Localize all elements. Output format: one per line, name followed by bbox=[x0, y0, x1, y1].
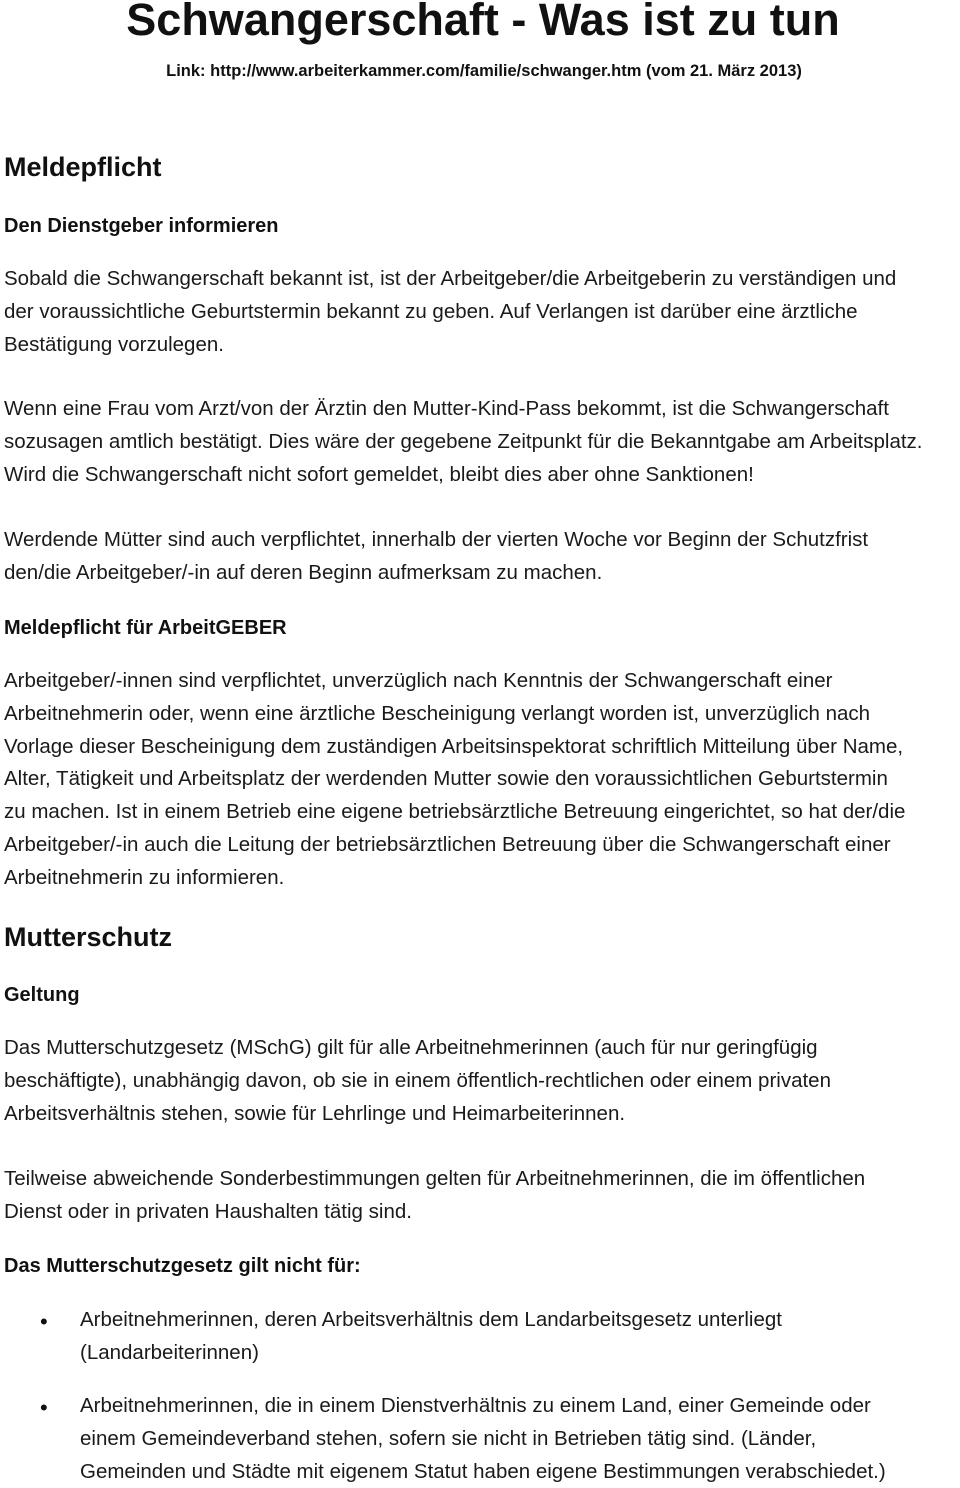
subheading-dienstgeber-informieren: Den Dienstgeber informieren bbox=[4, 215, 279, 237]
text-line: Arbeitnehmerin zu informieren. bbox=[4, 865, 285, 889]
list-item bbox=[80, 1304, 960, 1370]
bullet-marker: • bbox=[40, 1395, 48, 1420]
text-line: Dienst oder in privaten Haushalten tätig sind. bbox=[4, 1199, 412, 1223]
paragraph-meldepflicht-1 bbox=[4, 263, 960, 361]
paragraph-geltung-2 bbox=[4, 1163, 960, 1229]
text-line: Arbeitgeber/-innen sind verpflichtet, unverzüglich nach Kenntnis der Schwangerschaft einer bbox=[4, 669, 833, 692]
subheading-meldepflicht-arbeitgeber: Meldepflicht für ArbeitGEBER bbox=[4, 617, 287, 639]
text-line: zu machen. Ist in einem Betrieb eine eigene betriebsärztliche Betreuung eingerichtet, so hat der/die bbox=[4, 800, 906, 824]
document-title: Schwangerschaft - Was ist zu tun bbox=[126, 0, 840, 45]
text-line: Gemeinden und Städte mit eigenem Statut haben eigene Bestimmungen verabschiedet.) bbox=[80, 1459, 886, 1483]
text-line: Arbeitnehmerinnen, die in einem Dienstverhältnis zu einem Land, einer Gemeinde oder bbox=[80, 1394, 871, 1417]
text-line: der voraussichtliche Geburtstermin bekannt zu geben. Auf Verlangen ist darüber eine ärztliche bbox=[4, 299, 858, 323]
subheading-gilt-nicht-fuer: Das Mutterschutzgesetz gilt nicht für: bbox=[4, 1255, 361, 1277]
text-line: Werdende Mütter sind auch verpflichtet, innerhalb der vierten Woche vor Beginn der Schutzfrist bbox=[4, 528, 869, 551]
paragraph-meldepflicht-3 bbox=[4, 524, 960, 590]
text-line: Arbeitsverhältnis stehen, sowie für Lehrlinge und Heimarbeiterinnen. bbox=[4, 1101, 626, 1125]
text-line: einem Gemeindeverband stehen, sofern sie nicht in Betrieben tätig sind. (Länder, bbox=[80, 1426, 817, 1450]
subheading-geltung: Geltung bbox=[4, 984, 80, 1006]
text-line: Alter, Tätigkeit und Arbeitsplatz der werdenden Mutter sowie den voraussichtlichen Geburtstermin bbox=[4, 767, 888, 791]
text-line: beschäftigte), unabhängig davon, ob sie in einem öffentlich-rechtlichen oder einem privaten bbox=[4, 1068, 831, 1092]
text-line: sozusagen amtlich bestätigt. Dies wäre der gegebene Zeitpunkt für die Bekanntgabe am Arbeitsplatz. bbox=[4, 429, 923, 453]
section-heading-mutterschutz: Mutterschutz bbox=[4, 922, 172, 952]
list-item bbox=[80, 1390, 960, 1488]
paragraph-meldepflicht-arbeitgeber bbox=[4, 665, 960, 895]
source-link-line: Link: http://www.arbeiterkammer.com/familie/schwanger.htm (vom 21. März 2013) bbox=[166, 62, 802, 80]
text-line: Das Mutterschutzgesetz (MSchG) gilt für alle Arbeitnehmerinnen (auch für nur geringfügig bbox=[4, 1036, 818, 1059]
text-line: den/die Arbeitgeber/-in auf deren Beginn aufmerksam zu machen. bbox=[4, 560, 603, 584]
text-line: Wenn eine Frau vom Arzt/von der Ärztin den Mutter-Kind-Pass bekommt, ist die Schwangerschaft bbox=[4, 397, 889, 420]
section-heading-meldepflicht: Meldepflicht bbox=[4, 152, 162, 182]
paragraph-meldepflicht-2 bbox=[4, 393, 960, 491]
text-line: Arbeitnehmerin oder, wenn eine ärztliche Bescheinigung verlangt worden ist, unverzüglich nach bbox=[4, 701, 871, 725]
text-line: Arbeitnehmerinnen, deren Arbeitsverhältnis dem Landarbeitsgesetz unterliegt bbox=[80, 1308, 782, 1331]
text-line: Teilweise abweichende Sonderbestimmungen gelten für Arbeitnehmerinnen, die im öffentlichen bbox=[4, 1167, 866, 1190]
text-line: (Landarbeiterinnen) bbox=[80, 1340, 259, 1364]
text-line: Sobald die Schwangerschaft bekannt ist, ist der Arbeitgeber/die Arbeitgeberin zu verständigen und bbox=[4, 267, 897, 290]
bullet-marker: • bbox=[40, 1309, 48, 1334]
text-line: Arbeitgeber/-in auch die Leitung der betriebsärztlichen Betreuung über die Schwangerschaft einer bbox=[4, 832, 891, 856]
text-line: Wird die Schwangerschaft nicht sofort gemeldet, bleibt dies aber ohne Sanktionen! bbox=[4, 462, 754, 486]
text-line: Bestätigung vorzulegen. bbox=[4, 332, 224, 356]
paragraph-geltung-1 bbox=[4, 1032, 960, 1130]
text-line: Vorlage dieser Bescheinigung dem zuständigen Arbeitsinspektorat schriftlich Mitteilung über Name, bbox=[4, 734, 904, 758]
